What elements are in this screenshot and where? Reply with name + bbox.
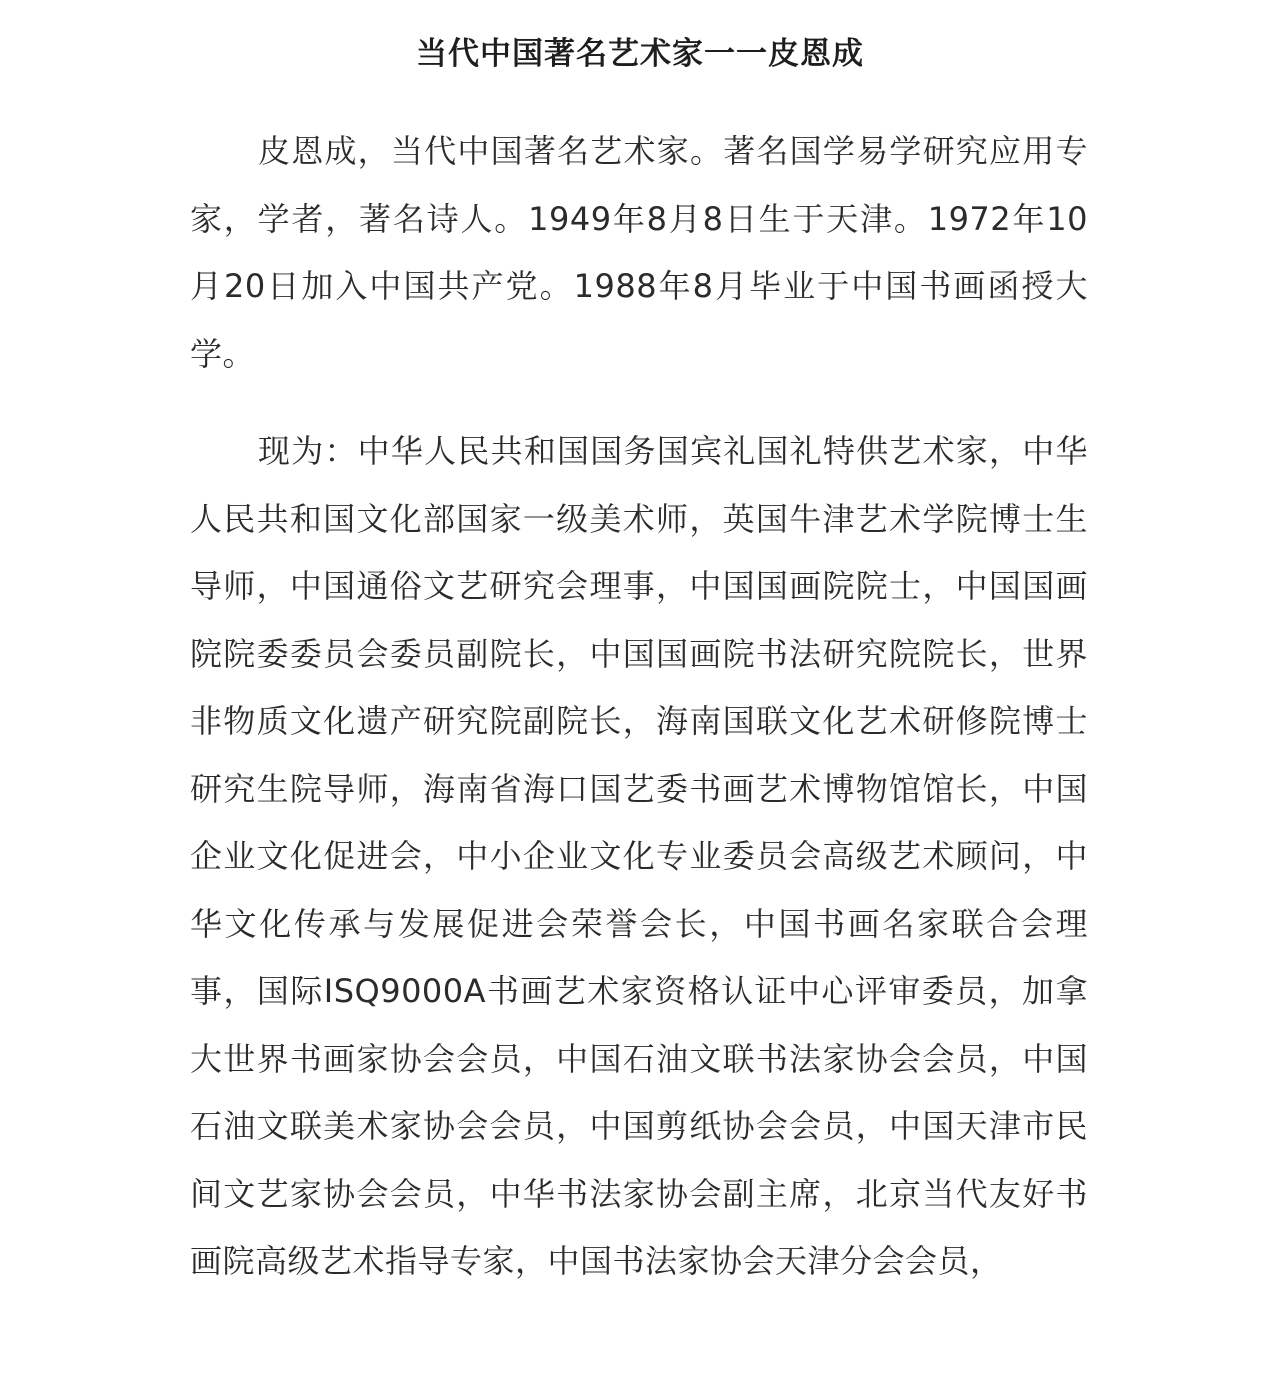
positions-paragraph: 现为：中华人民共和国国务国宾礼国礼特供艺术家，中华人民共和国文化部国家一级美术师，英国牛津艺术学院博士生导师，中国通俗文艺研究会理事，中国国画院院士，中国国画院院委委员会委员副院长，中国国画院书法研究院院长，世界非物质文化遗产研究院副院长，海南国联文化艺术研修院博士研究生院导师，海南省海口国艺委书画艺术博物馆馆长，中国企业文化促进会，中小企业文化专业委员会高级艺术顾问，中华文化传承与发展促进会荣誉会长，中国书画名家联合会理事，国际ISQ9000A书画艺术家资格认证中心评审委员，加拿大世界书画家协会会员，中国石油文联书法家协会会员，中国石油文联美术家协会会员，中国剪纸协会会员，中国天津市民间文艺家协会会员，中华书法家协会副主席，北京当代友好书画院高级艺术指导专家，中国书法家协会天津分会会员， [190, 432, 1088, 1280]
biography-paragraph: 皮恩成，当代中国著名艺术家。著名国学易学研究应用专家，学者，著名诗人。1949年8月8日生于天津。1972年10月20日加入中国共产党。1988年8月毕业于中国书画函授大学。 [190, 132, 1088, 373]
document-title: 当代中国著名艺术家一一皮恩成 [416, 36, 864, 72]
